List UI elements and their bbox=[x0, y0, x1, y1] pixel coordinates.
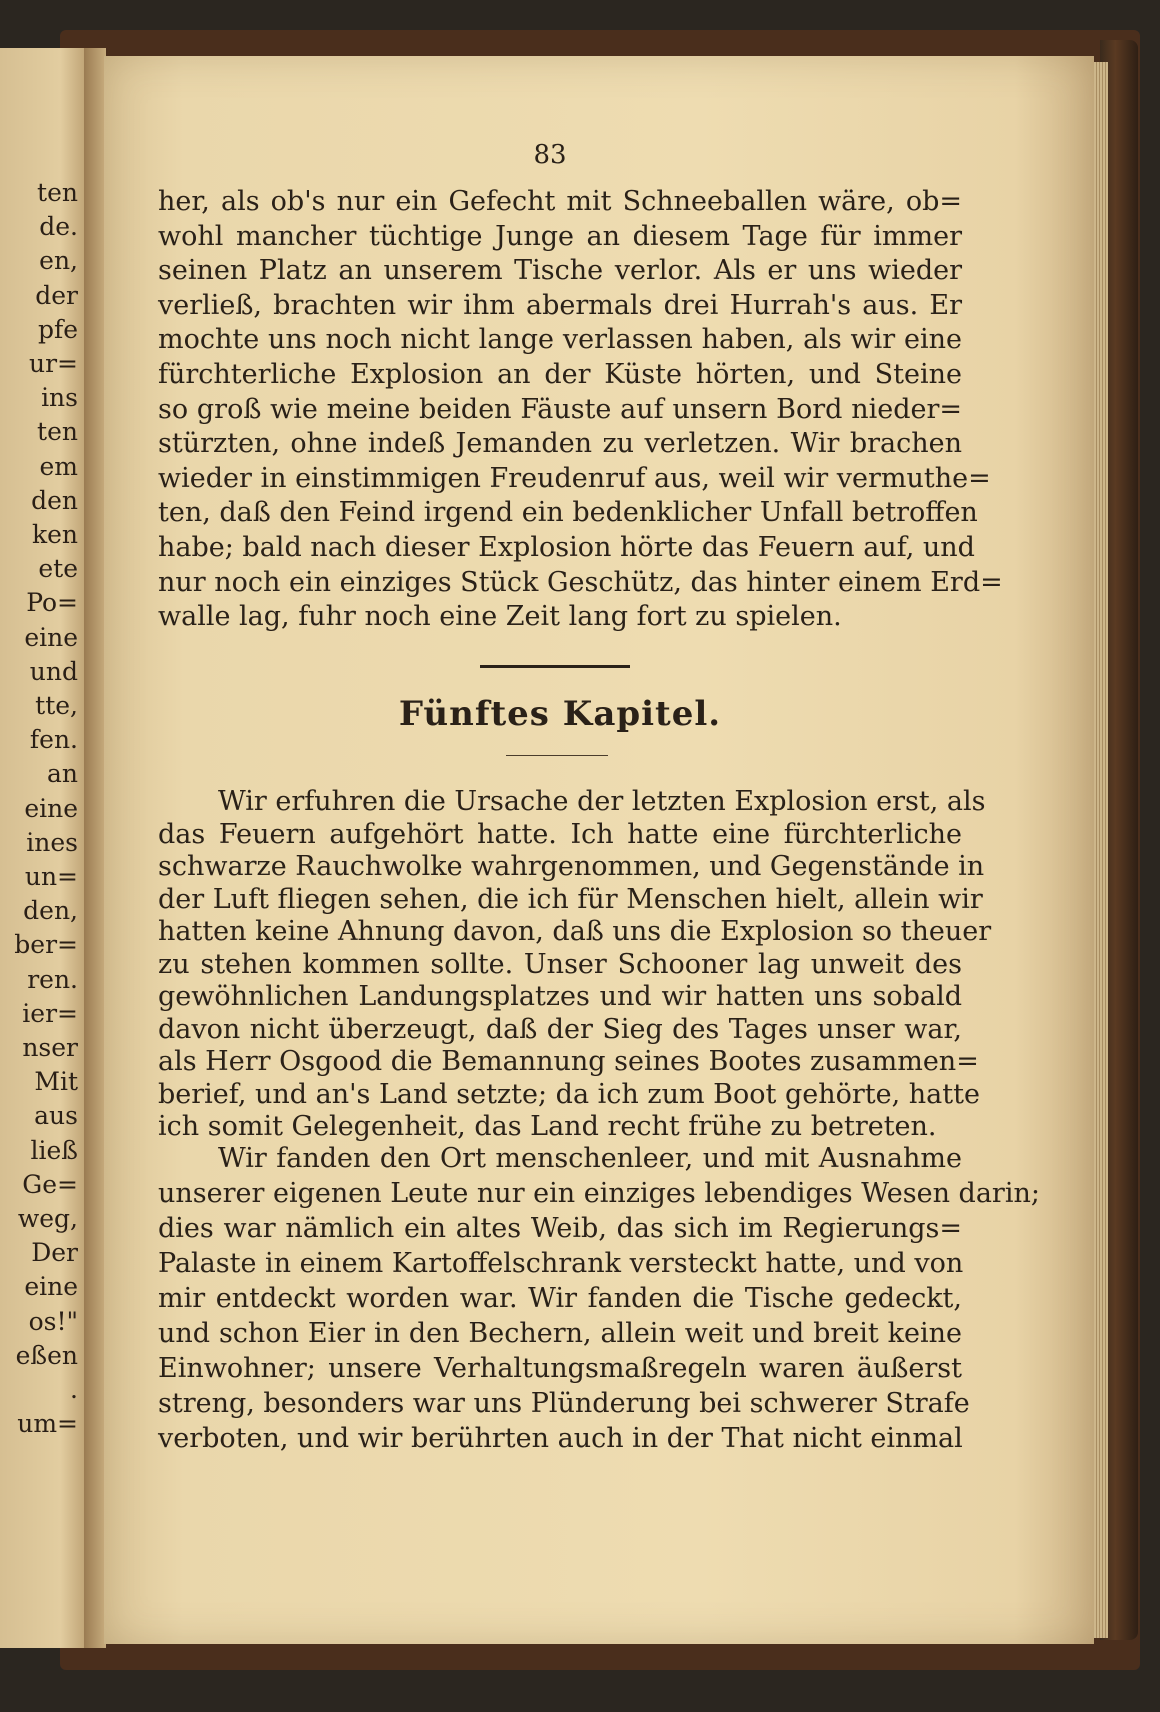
text-line: dies war nämlich ein altes Weib, das sich im Regierungs= bbox=[158, 1213, 962, 1244]
left-page-text-fragment: der bbox=[35, 280, 78, 310]
left-page-text-fragment: den bbox=[31, 485, 78, 515]
left-page-text-fragment: em bbox=[39, 451, 78, 481]
page-edges bbox=[1094, 62, 1108, 1638]
left-page-text-fragment: eine bbox=[24, 1272, 78, 1302]
text-line: wohl mancher tüchtige Junge an diesem Tage für immer bbox=[158, 220, 962, 252]
text-line: verließ, brachten wir ihm abermals drei Hurrah's aus. Er bbox=[158, 289, 962, 321]
left-page-text-fragment: tte, bbox=[35, 691, 78, 720]
text-line: stürzten, ohne indeß Jemanden zu verletzen. Wir brachen bbox=[158, 428, 962, 460]
text-line: Palaste in einem Kartoffelschrank versteckt hatte, und von bbox=[158, 1248, 964, 1279]
left-page-text-fragment: eine bbox=[24, 622, 78, 652]
left-page-text-fragment: eßen bbox=[15, 1340, 78, 1370]
left-page-text-fragment: pfe bbox=[37, 314, 78, 344]
text-line: wieder in einstimmigen Freudenruf aus, weil wir vermuthe= bbox=[158, 462, 991, 494]
text-line: Einwohner; unsere Verhaltungsmaßregeln waren äußerst bbox=[158, 1353, 962, 1384]
left-page-text-fragment: . bbox=[70, 1375, 78, 1404]
text-line: her, als ob's nur ein Gefecht mit Schneeballen wäre, ob= bbox=[158, 186, 962, 217]
chapter-divider-rule bbox=[480, 665, 630, 668]
heading-underline bbox=[506, 755, 608, 756]
text-line: mochte uns noch nicht lange verlassen haben, als wir eine bbox=[158, 324, 962, 356]
left-page-text-fragment: aus bbox=[34, 1101, 78, 1131]
text-line: mir entdeckt worden war. Wir fanden die Tische gedeckt, bbox=[158, 1283, 962, 1314]
text-line: habe; bald nach dieser Explosion hörte das Feuern auf, und bbox=[158, 532, 975, 563]
left-page-text-fragment: Ge= bbox=[22, 1169, 78, 1199]
text-line: unserer eigenen Leute nur ein einziges lebendiges Wesen darin; bbox=[158, 1178, 1040, 1209]
left-page-text-fragment: Po= bbox=[26, 588, 78, 618]
text-line: ten, daß den Feind irgend ein bedenklicher Unfall betroffen bbox=[158, 497, 978, 529]
text-line: Wir erfuhren die Ursache der letzten Explosion erst, als bbox=[218, 786, 986, 817]
left-page-text-fragment: um= bbox=[17, 1409, 78, 1439]
left-page-text-fragment: den, bbox=[23, 896, 78, 926]
text-line: so groß wie meine beiden Fäuste auf unsern Bord nieder= bbox=[158, 393, 962, 425]
left-page-text-fragment: an bbox=[46, 759, 78, 789]
page-number: 83 bbox=[533, 140, 567, 170]
text-line: verboten, und wir berührten auch in der That nicht einmal bbox=[158, 1423, 963, 1454]
left-page-text-fragment: Der bbox=[31, 1238, 78, 1268]
left-page-text-fragment: ken bbox=[31, 520, 78, 549]
left-page-text-fragment: ier= bbox=[22, 998, 78, 1028]
left-page-text-fragment: un= bbox=[24, 862, 78, 891]
left-page-text-fragment: ten bbox=[37, 417, 78, 447]
left-page-text-fragment: ines bbox=[26, 827, 78, 857]
text-line: berief, und an's Land setzte; da ich zum Boot gehörte, hatte bbox=[158, 1078, 980, 1110]
text-line: Wir fanden den Ort menschenleer, und mit Ausnahme bbox=[218, 1143, 962, 1174]
text-line: zu stehen kommen sollte. Unser Schooner lag unweit des bbox=[158, 948, 962, 980]
text-line: nur noch ein einziges Stück Geschütz, das hinter einem Erd= bbox=[158, 566, 1003, 598]
text-line: und schon Eier in den Bechern, allein weit und breit keine bbox=[158, 1318, 962, 1349]
left-page-text-fragment: ber= bbox=[14, 930, 78, 960]
left-page-text-fragment: ten bbox=[37, 178, 78, 207]
text-line: gewöhnlichen Landungsplatzes und wir hatten uns sobald bbox=[158, 981, 962, 1012]
text-line: davon nicht überzeugt, daß der Sieg des Tages unser war, bbox=[158, 1013, 962, 1045]
text-line: hatten keine Ahnung davon, daß uns die Explosion so theuer bbox=[158, 916, 992, 947]
left-page-text-fragment: ließ bbox=[30, 1135, 78, 1165]
text-line: der Luft fliegen sehen, die ich für Menschen hielt, allein wir bbox=[158, 883, 983, 915]
left-page-text-fragment: weg, bbox=[17, 1204, 78, 1233]
text-line: schwarze Rauchwolke wahrgenommen, und Gegenstände in bbox=[158, 851, 985, 882]
chapter-heading: Fünftes Kapitel. bbox=[398, 694, 722, 734]
text-line: als Herr Osgood die Bemannung seines Bootes zusammen= bbox=[158, 1046, 979, 1077]
left-page-text-fragment: eine bbox=[24, 793, 78, 823]
text-line: seinen Platz an unserem Tische verlor. Als er uns wieder bbox=[158, 255, 962, 287]
text-line: das Feuern aufgehört hatte. Ich hatte eine fürchterliche bbox=[158, 818, 962, 850]
left-page-text-fragment: de. bbox=[39, 212, 78, 242]
text-line: ich somit Gelegenheit, das Land recht frühe zu betreten. bbox=[158, 1111, 937, 1142]
left-page-text-fragment: fen. bbox=[29, 725, 78, 755]
left-page-text-fragment: nser bbox=[22, 1033, 78, 1062]
text-line: walle lag, fuhr noch eine Zeit lang fort zu spielen. bbox=[158, 601, 842, 633]
left-page-text-fragment: os!" bbox=[28, 1306, 78, 1336]
left-page-text-fragment: ete bbox=[38, 554, 78, 584]
left-page-text-fragment: en, bbox=[39, 246, 78, 276]
text-line: streng, besonders war uns Plünderung bei schwerer Strafe bbox=[158, 1388, 970, 1419]
left-page-text-fragment: Mit bbox=[34, 1067, 78, 1097]
left-page-text-fragment: ins bbox=[41, 383, 78, 413]
left-page-text-fragment: und bbox=[29, 656, 78, 686]
left-page-text-fragment: ren. bbox=[27, 964, 78, 994]
text-line: fürchterliche Explosion an der Küste hörten, und Steine bbox=[158, 359, 962, 390]
left-page-text-fragment: ur= bbox=[29, 349, 78, 378]
left-page-fragment bbox=[0, 48, 86, 1648]
book-gutter bbox=[84, 48, 106, 1648]
